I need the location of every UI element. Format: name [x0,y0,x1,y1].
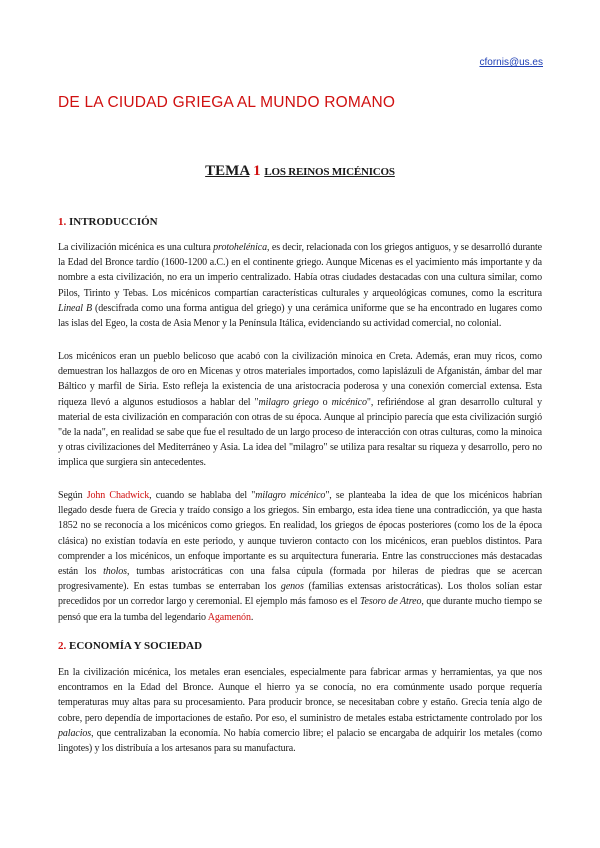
text-run: ", se planteaba la idea de que los micénicos habrían llegado desde fuera de Grecia y traído consigo a los griegos. Sin embargo, esta idea tiene una contradicción, ya que hasta 1852 no se reconocía a los micénicos como griegos. En realidad, los griegos de épocas posteriores (como los de la época clásica) no existían todavía en este periodo, y aunque tuvieron contacto con los micénicos, eran pueblos distintos. Para comprender a los micénicos, un enfoque importante es su arquitectura funeraria. Entre las construcciones más destacadas están los [58,490,542,578]
text-run: , tumbas aristocráticas con una falsa cúpula (formada por hileras de piedras que se acercan progresivamente). En estas tumbas se enterraban los [58,566,542,593]
section-number: 2. [58,640,67,652]
text-run: o [318,396,332,408]
italic-term: palacios [58,727,92,739]
text-run: ", refiriéndose al gran desarrollo cultural y material de esta civilización en comparación con otras de su época. Aunque al principio parecía que esta civilización surgió "de la nada", en realidad se sabe que fue el resultado de un largo proceso de interacción con otras culturas, como la minoica y otras civilizaciones del Mediterráneo y Asia. La idea del "milagro" se utiliza para resaltar su riqueza y desarrollo, pero no implica que surgiera sin antecedentes. [58,396,543,469]
text-run: , cuando se hablaba del " [149,490,256,501]
paragraph-4 [58,665,542,756]
italic-term: tholos [103,566,127,578]
highlighted-name: John Chadwick [86,490,150,501]
chapter-subtitle: LOS REINOS MICÉNICOS [264,166,395,178]
section-heading-economia [58,640,202,652]
italic-term: Lineal B [58,302,92,314]
text-run: Según [58,490,87,501]
highlighted-name: Agamenón [207,611,251,623]
section-title: INTRODUCCIÓN [69,216,158,228]
italic-term: micénico [331,396,367,408]
paragraph-2 [58,349,542,471]
text-run: , que durante mucho tiempo se pensó que era la tumba del legendario [58,596,542,623]
text-run: Los micénicos eran un pueblo belicoso que acabó con la civilización minoica en Creta. Además, eran muy ricos, como demuestran los hallazgos de oro en Micenas y otros materiales importados, como lapislázuli de Afganistán, ámbar del mar Báltico y marfil de Siria. Esto refleja la existencia de una aristocracia poderosa y una conexión comercial extensa. Esta riqueza llevó a algunos estudiosos a hablar del " [58,351,542,408]
chapter-number: 1 [253,163,261,179]
text-run: , que centralizaban la economía. No había comercio libre; el palacio se encargaba de adquirir los metales (como lingotes) y los distribuía a los artesanos para su manufactura. [58,727,542,755]
chapter-heading [0,163,600,180]
author-email-link[interactable]: cfornis@us.es [479,57,543,68]
italic-term: milagro micénico [255,490,326,501]
text-run: La civilización micénica es una cultura [58,242,214,253]
paragraph-1 [58,240,542,331]
section-number: 1. [58,216,67,228]
paragraph-3 [58,488,542,625]
italic-term: genos [280,581,304,593]
italic-term: protohelénica [213,242,267,253]
text-run: . [250,611,254,623]
chapter-label: TEMA [205,163,250,179]
text-run: , es decir, relacionada con los griegos antiguos, y se desarrolló durante la Edad del Bronce tardío (1600-1200 a.C.) en el continente griego. Aunque Micenas es el yacimiento más importante y da nombre a esta civilización, no era un imperio centralizado. Había otras ciudades destacadas con una cultura similar, como Pilos, Tirinto y Tebas. Los micénicos compartían características culturales y arqueológicas comunes, como la escritura [58,242,542,299]
section-title: ECONOMÍA Y SOCIEDAD [69,640,203,652]
main-title: DE LA CIUDAD GRIEGA AL MUNDO ROMANO [58,94,396,111]
italic-term: Tesoro de Atreo [359,596,422,608]
text-run: En la civilización micénica, los metales eran esenciales, especialmente para fabricar armas y herramientas, ya que nos encontramos en la Edad del Bronce. Aunque el hierro ya se conocía, no era comúnmente usado porque requería temperaturas muy altas para su procesamiento. Para producir bronce, se necesitaban cobre y estaño. Grecia tenía algo de cobre, pero dependía de importaciones de estaño. Por eso, el suministro de metales estaba estrictamente controlado por los [58,667,542,724]
text-run: (descifrada como una forma antigua del griego) y una cerámica uniforme que se ha encontrado en lugares como las islas del Egeo, la costa de Asia Menor y la Península Itálica, evidenciando su actividad comercial, no colonial. [58,302,542,330]
section-heading-introduccion [58,216,158,228]
italic-term: milagro griego [258,396,319,408]
text-run: (familias extensas aristocráticas). Los tholos solían estar precedidos por un corredor largo y ceremonial. El ejemplo más famoso es el [58,581,542,608]
